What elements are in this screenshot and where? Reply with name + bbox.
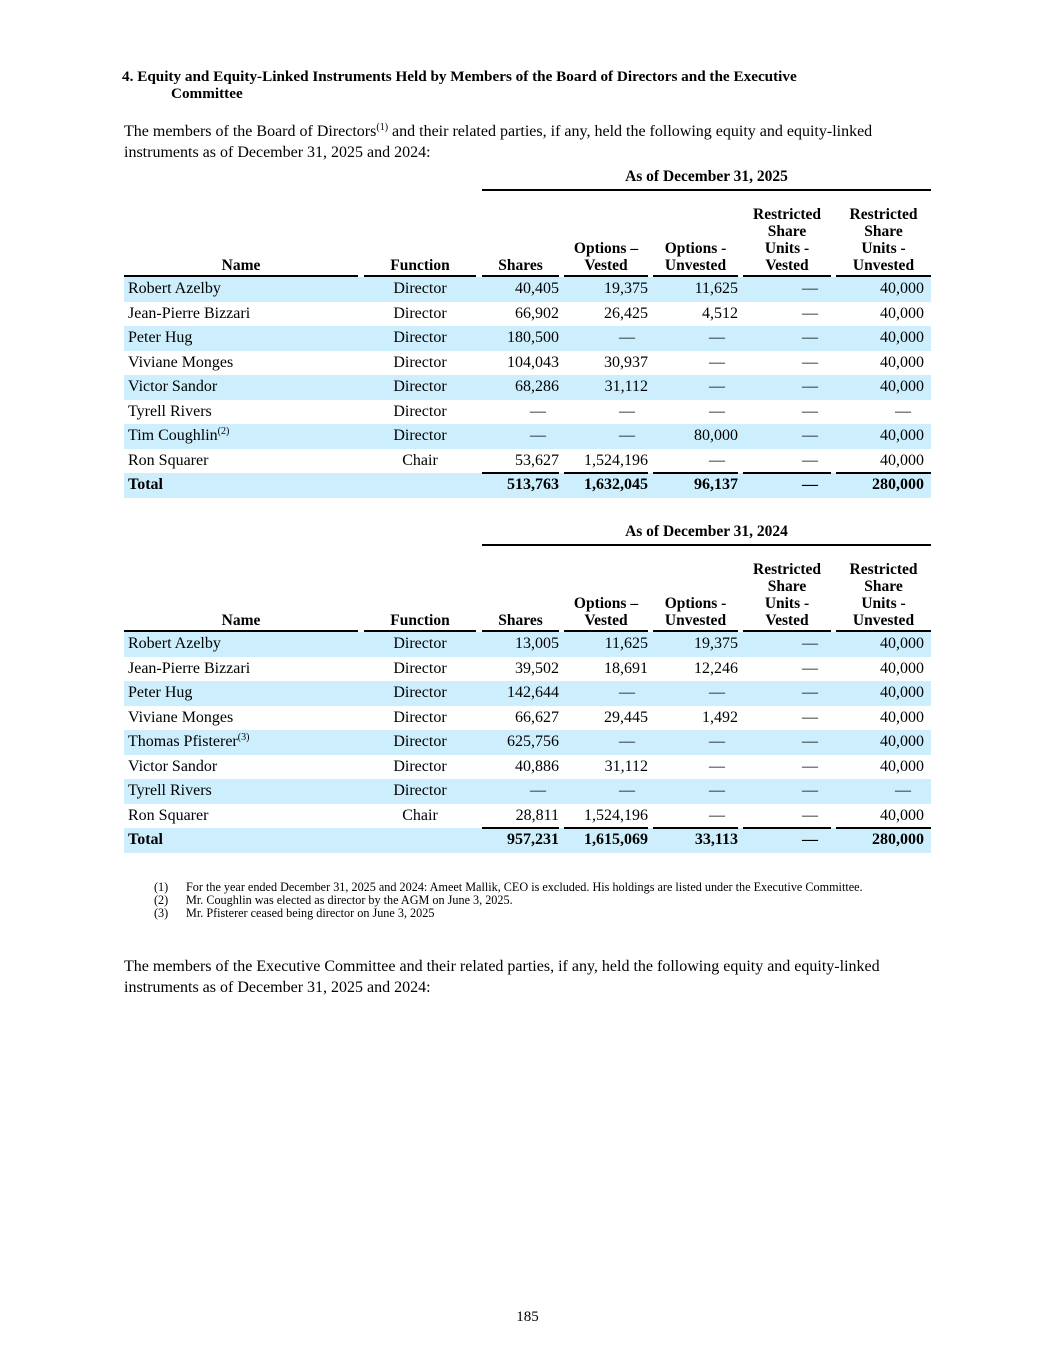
total-row	[124, 828, 931, 853]
cell-rsu-vested: —	[802, 378, 818, 395]
col-header-rsu-vested-line: Vested	[765, 612, 809, 629]
cell-rsu-vested: —	[802, 280, 818, 297]
cell-rsu-vested: —	[802, 708, 818, 726]
cell-rsu-unvested: 40,000	[880, 733, 924, 750]
cell-shares: —	[530, 427, 546, 444]
director-name: Viviane Monges	[128, 708, 234, 726]
cell-rsu-unvested: 40,000	[880, 329, 924, 346]
cell-options-vested: 1,524,196	[584, 806, 648, 824]
cell-name	[128, 804, 208, 828]
cell-function: Director	[393, 402, 447, 420]
cell-shares: 142,644	[507, 684, 559, 701]
col-header-shares	[482, 257, 559, 274]
footnote-ref: (2)	[217, 426, 230, 437]
cell-shares: 40,405	[515, 280, 559, 297]
cell-function: Director	[393, 329, 447, 346]
cell-shares: 13,005	[515, 635, 559, 652]
col-header-rsu-vested-line: Share	[767, 223, 807, 240]
section-heading-line1: 4. Equity and Equity-Linked Instruments Held by Members of the Board of Directors and the Executive	[122, 68, 797, 85]
total-row	[124, 473, 931, 498]
group-header-rule	[482, 544, 931, 546]
col-header-rsu-vested-line: Vested	[765, 257, 809, 274]
cell-shares: 957,231	[507, 831, 559, 848]
cell-shares: 66,902	[515, 304, 559, 322]
table-row	[124, 375, 931, 400]
col-header-rsu-vested-line: Share	[767, 578, 807, 595]
director-name: Jean-Pierre Bizzari	[128, 304, 251, 322]
cell-rsu-unvested: 40,000	[880, 280, 924, 297]
cell-function: Director	[393, 378, 447, 395]
footnote-number: (1)	[154, 880, 169, 894]
cell-options-vested: 30,937	[604, 353, 648, 371]
cell-name	[128, 706, 233, 730]
col-header-rsu-vested	[743, 561, 831, 629]
total-rule	[564, 472, 648, 474]
director-name: Tim Coughlin	[128, 427, 218, 444]
col-header-shares-line: Shares	[498, 612, 543, 629]
cell-function: Chair	[402, 451, 438, 469]
director-name: Ron Squarer	[128, 451, 209, 469]
intro-text-cont: and their related parties, if any, held the following equity and equity-linked instruments as of December 31, 2025 and 2024:	[124, 123, 873, 161]
col-header-shares-line: Shares	[498, 257, 543, 274]
cell-name	[128, 400, 212, 424]
cell-rsu-vested: —	[802, 329, 818, 346]
cell-options-unvested: —	[709, 806, 725, 824]
cell-shares: 28,811	[515, 806, 559, 824]
cell-rsu-vested: —	[802, 659, 818, 677]
cell-rsu-unvested: 280,000	[872, 831, 924, 848]
col-header-rsu-vested	[743, 206, 831, 274]
cell-options-vested: 11,625	[604, 635, 648, 652]
cell-options-unvested: —	[709, 782, 725, 799]
col-header-options-vested-line: Vested	[584, 257, 628, 274]
section-heading	[122, 68, 922, 102]
col-header-rsu-unvested-line: Restricted	[849, 206, 918, 223]
cell-rsu-vested: —	[802, 304, 818, 322]
cell-shares: 180,500	[507, 329, 559, 346]
cell-function: Director	[393, 304, 447, 322]
director-name: Peter Hug	[128, 329, 193, 346]
cell-function: Director	[393, 684, 447, 701]
cell-name	[128, 302, 250, 326]
footnote-ref: (3)	[237, 732, 250, 743]
cell-rsu-unvested: 280,000	[872, 476, 924, 493]
cell-options-unvested: 80,000	[694, 427, 738, 444]
table-row	[124, 681, 931, 706]
total-rule	[836, 472, 931, 474]
section-heading-line2: Committee	[171, 85, 243, 102]
col-header-options-vested	[564, 595, 648, 629]
footnote-number: (2)	[154, 893, 169, 907]
col-header-function-line: Function	[390, 257, 450, 274]
cell-rsu-unvested: 40,000	[880, 635, 924, 652]
director-name: Jean-Pierre Bizzari	[128, 659, 251, 677]
col-header-rsu-unvested-line: Unvested	[852, 612, 915, 629]
cell-shares: 40,886	[515, 757, 559, 775]
cell-options-vested: —	[619, 329, 635, 346]
total-rule	[482, 827, 559, 829]
director-name: Ron Squarer	[128, 806, 209, 824]
table-row	[124, 277, 931, 302]
cell-shares: —	[530, 782, 546, 799]
cell-function: Director	[393, 280, 447, 297]
cell-function: Chair	[402, 806, 438, 824]
footnote-text: Mr. Pfisterer ceased being director on June 3, 2025	[186, 906, 435, 920]
total-rule	[653, 472, 738, 474]
table-row	[124, 730, 931, 755]
cell-options-vested: —	[619, 733, 635, 750]
footnotes	[154, 881, 914, 920]
cell-options-unvested: —	[709, 733, 725, 750]
cell-rsu-unvested: —	[895, 402, 911, 420]
cell-name	[128, 351, 233, 375]
cell-rsu-vested: —	[802, 353, 818, 371]
cell-options-unvested: 11,625	[694, 280, 738, 297]
cell-name	[128, 326, 192, 350]
cell-rsu-vested: —	[802, 831, 818, 848]
intro-paragraph	[124, 121, 924, 163]
cell-rsu-vested: —	[802, 451, 818, 469]
director-name: Robert Azelby	[128, 280, 221, 297]
footnote-3	[154, 907, 914, 920]
cell-shares: 104,043	[507, 353, 559, 371]
col-header-rsu-unvested	[836, 206, 931, 274]
cell-options-unvested: —	[709, 329, 725, 346]
director-name: Viviane Monges	[128, 353, 234, 371]
cell-function: Director	[393, 353, 447, 371]
cell-options-unvested: 12,246	[694, 659, 738, 677]
page-number: 185	[516, 1309, 539, 1325]
cell-options-vested: 31,112	[604, 378, 648, 395]
total-rule	[743, 472, 831, 474]
director-name: Robert Azelby	[128, 635, 221, 652]
director-name: Tyrell Rivers	[128, 402, 212, 420]
cell-name	[128, 375, 217, 399]
col-header-function	[364, 257, 476, 274]
col-header-rsu-vested-line: Units -	[764, 595, 810, 612]
cell-rsu-unvested: 40,000	[880, 427, 924, 444]
cell-rsu-unvested: 40,000	[880, 304, 924, 322]
cell-rsu-unvested: 40,000	[880, 378, 924, 395]
director-name: Victor Sandor	[128, 378, 218, 395]
table-row	[124, 424, 931, 449]
cell-shares: 625,756	[507, 733, 559, 750]
cell-name	[128, 828, 163, 852]
col-header-rsu-vested-line: Units -	[764, 240, 810, 257]
cell-options-unvested: 19,375	[694, 635, 738, 652]
col-header-options-vested	[564, 240, 648, 274]
cell-rsu-vested: —	[802, 402, 818, 420]
cell-options-vested: 18,691	[604, 659, 648, 677]
col-header-function-line: Function	[390, 612, 450, 629]
cell-rsu-vested: —	[802, 684, 818, 701]
cell-rsu-unvested: 40,000	[880, 659, 924, 677]
cell-rsu-unvested: 40,000	[880, 451, 924, 469]
cell-shares: 513,763	[507, 476, 559, 493]
cell-options-unvested: —	[709, 684, 725, 701]
cell-function: Director	[393, 659, 447, 677]
cell-rsu-unvested: 40,000	[880, 684, 924, 701]
cell-name	[128, 449, 208, 473]
cell-name	[128, 681, 192, 705]
col-header-options-unvested-line: Unvested	[664, 612, 727, 629]
cell-options-vested: 1,632,045	[584, 476, 648, 493]
cell-function: Director	[393, 733, 447, 750]
col-header-options-unvested-line: Unvested	[664, 257, 727, 274]
cell-name	[128, 424, 229, 448]
director-name: Victor Sandor	[128, 757, 218, 775]
cell-rsu-vested: —	[802, 782, 818, 799]
col-header-rsu-vested-line: Restricted	[753, 561, 821, 578]
footnote-text: Mr. Coughlin was elected as director by the AGM on June 3, 2025.	[186, 893, 513, 907]
col-header-rsu-unvested-line: Restricted	[849, 561, 918, 578]
total-rule	[564, 827, 648, 829]
col-header-rsu-vested-line: Restricted	[753, 206, 821, 223]
cell-options-vested: 19,375	[604, 280, 648, 297]
intro-text: The members of the Board of Directors	[124, 123, 377, 140]
col-header-rsu-unvested-line: Share	[864, 223, 903, 240]
cell-options-vested: —	[619, 782, 635, 799]
cell-rsu-vested: —	[802, 757, 818, 775]
cell-name	[128, 657, 250, 681]
cell-rsu-vested: —	[802, 635, 818, 652]
cell-options-vested: 29,445	[604, 708, 648, 726]
cell-name	[128, 277, 221, 301]
col-header-options-vested-line: Options –	[573, 595, 639, 612]
col-header-options-unvested	[653, 595, 738, 629]
table-row	[124, 351, 931, 376]
cell-function: Director	[393, 427, 447, 444]
cell-shares: 68,286	[515, 378, 559, 395]
col-header-options-unvested-line: Options -	[664, 595, 727, 612]
cell-rsu-vested: —	[802, 427, 818, 444]
cell-function: Director	[393, 782, 447, 799]
cell-rsu-unvested: 40,000	[880, 806, 924, 824]
cell-options-unvested: 33,113	[694, 831, 738, 848]
cell-options-unvested: —	[709, 378, 725, 395]
col-header-options-unvested	[653, 240, 738, 274]
cell-options-unvested: 1,492	[702, 708, 738, 726]
cell-options-vested: 31,112	[604, 757, 648, 775]
director-name: Total	[128, 476, 163, 493]
footnote-number: (3)	[154, 906, 169, 920]
table-row	[124, 755, 931, 780]
cell-options-unvested: 4,512	[702, 304, 738, 322]
table-row	[124, 302, 931, 327]
cell-options-unvested: —	[709, 353, 725, 371]
cell-rsu-unvested: 40,000	[880, 353, 924, 371]
total-rule	[653, 827, 738, 829]
director-name: Tyrell Rivers	[128, 782, 212, 799]
table-row	[124, 657, 931, 682]
cell-rsu-vested: —	[802, 476, 818, 493]
cell-options-vested: —	[619, 402, 635, 420]
table-row	[124, 326, 931, 351]
cell-rsu-unvested: —	[895, 782, 911, 799]
cell-shares: 39,502	[515, 659, 559, 677]
col-header-rsu-unvested-line: Units -	[861, 240, 906, 257]
cell-name	[128, 755, 217, 779]
cell-rsu-unvested: 40,000	[880, 708, 924, 726]
col-header-function	[364, 612, 476, 629]
table-row	[124, 449, 931, 474]
col-header-name-line: Name	[221, 257, 261, 274]
cell-options-vested: 1,615,069	[584, 831, 648, 848]
cell-options-vested: 1,524,196	[584, 451, 648, 469]
total-rule	[743, 827, 831, 829]
col-header-shares	[482, 612, 559, 629]
cell-function: Director	[393, 635, 447, 652]
col-header-rsu-unvested-line: Units -	[861, 595, 906, 612]
group-header: As of December 31, 2025	[625, 168, 788, 185]
closing-paragraph: The members of the Executive Committee and their related parties, if any, held the following equity and equity-linked instruments as of December 31, 2025 and 2024:	[124, 958, 880, 996]
group-header-rule	[482, 189, 931, 191]
cell-shares: 53,627	[515, 451, 559, 469]
cell-shares: 66,627	[515, 708, 559, 726]
col-header-name	[124, 257, 358, 274]
col-header-rsu-unvested	[836, 561, 931, 629]
cell-name	[128, 632, 221, 656]
cell-name	[128, 473, 163, 497]
cell-function: Director	[393, 708, 447, 726]
footnote-ref-1: (1)	[376, 122, 389, 133]
table-row	[124, 632, 931, 657]
cell-options-unvested: 96,137	[694, 476, 738, 493]
col-header-name-line: Name	[221, 612, 261, 629]
table-row	[124, 400, 931, 425]
col-header-options-vested-line: Options –	[573, 240, 639, 257]
cell-name	[128, 730, 249, 754]
cell-name	[128, 779, 212, 803]
total-rule	[836, 827, 931, 829]
cell-options-vested: —	[619, 427, 635, 444]
cell-rsu-unvested: 40,000	[880, 757, 924, 775]
footnote-text: For the year ended December 31, 2025 and 2024: Ameet Mallik, CEO is excluded. His holdings are listed under the Executive Committee.	[186, 880, 863, 894]
cell-rsu-vested: —	[802, 733, 818, 750]
cell-options-unvested: —	[709, 757, 725, 775]
cell-shares: —	[530, 402, 546, 420]
col-header-options-unvested-line: Options -	[664, 240, 727, 257]
table-row	[124, 804, 931, 829]
director-name: Total	[128, 831, 163, 848]
director-name: Thomas Pfisterer	[128, 733, 238, 750]
cell-options-vested: 26,425	[604, 304, 648, 322]
table-row	[124, 779, 931, 804]
cell-rsu-vested: —	[802, 806, 818, 824]
col-header-name	[124, 612, 358, 629]
col-header-rsu-unvested-line: Share	[864, 578, 903, 595]
group-header: As of December 31, 2024	[625, 523, 788, 540]
cell-options-unvested: —	[709, 451, 725, 469]
col-header-options-vested-line: Vested	[584, 612, 628, 629]
col-header-rsu-unvested-line: Unvested	[852, 257, 915, 274]
total-rule	[482, 472, 559, 474]
director-name: Peter Hug	[128, 684, 193, 701]
cell-options-vested: —	[619, 684, 635, 701]
cell-function: Director	[393, 757, 447, 775]
cell-options-unvested: —	[709, 402, 725, 420]
table-row	[124, 706, 931, 731]
